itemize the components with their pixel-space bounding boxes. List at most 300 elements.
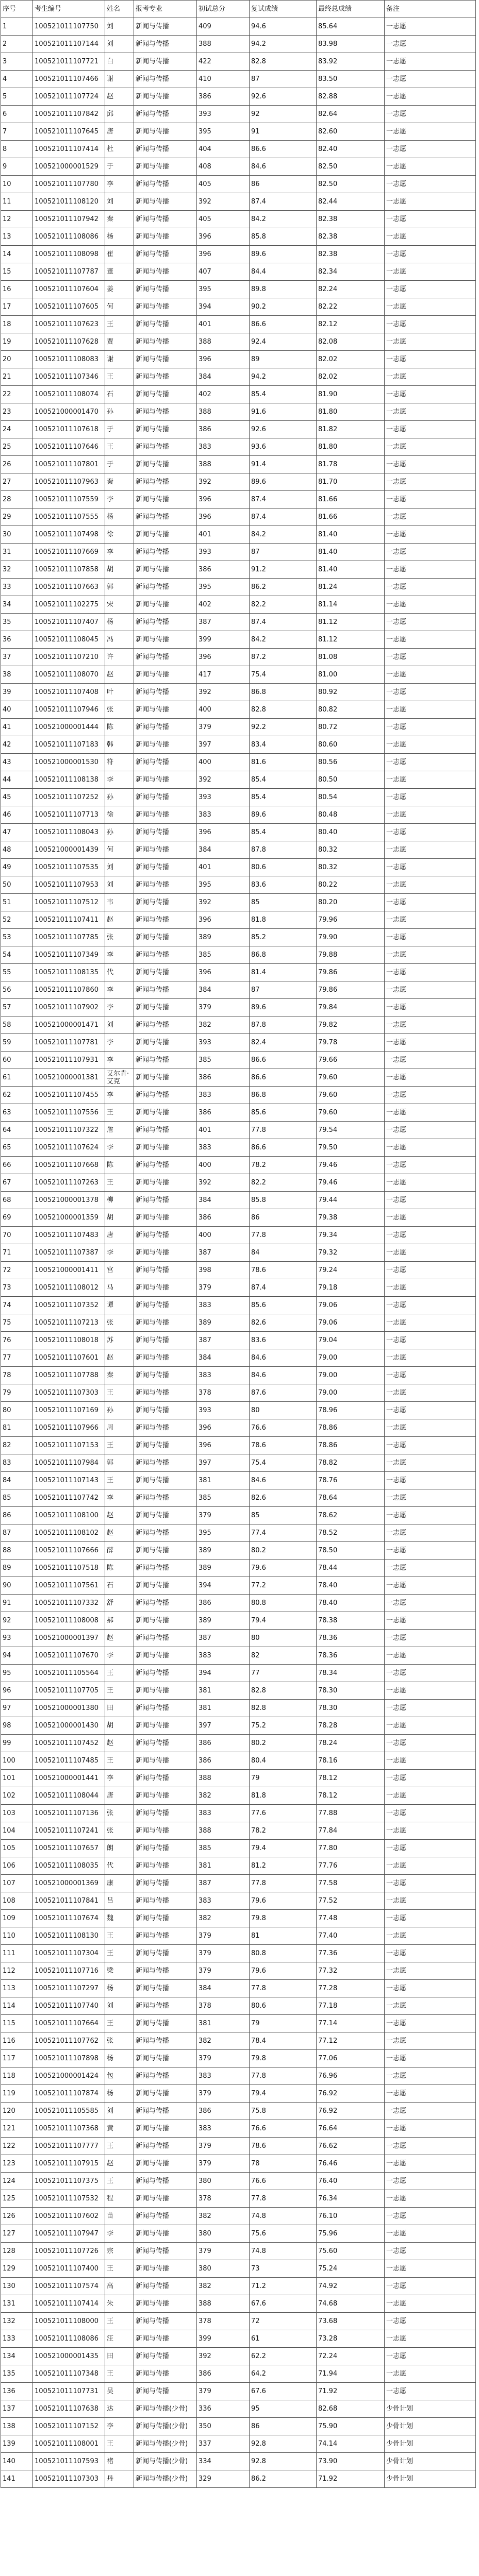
- cell-name: 王: [105, 2435, 134, 2453]
- cell-initial-score: 378: [197, 2190, 250, 2208]
- cell-candidate-id: 100521011107860: [33, 981, 105, 999]
- table-row: [1, 964, 476, 981]
- cell-major: 新闻与传播: [134, 1717, 197, 1735]
- cell-name: 刘: [105, 859, 134, 876]
- cell-seq: 118: [1, 2067, 33, 2085]
- cell-final-score: 82.34: [317, 263, 385, 281]
- cell-major: 新闻与传播: [134, 2383, 197, 2400]
- cell-final-score: 76.92: [317, 2103, 385, 2120]
- cell-note: 一志愿: [385, 1104, 476, 1122]
- cell-major: 新闻与传播: [134, 1980, 197, 1997]
- cell-candidate-id: 100521011107858: [33, 561, 105, 579]
- cell-name: 李: [105, 981, 134, 999]
- cell-note: 一志愿: [385, 1069, 476, 1087]
- cell-final-score: 81.82: [317, 421, 385, 438]
- cell-note: 一志愿: [385, 719, 476, 736]
- cell-retest-score: 77.8: [250, 2067, 317, 2085]
- table-row: [1, 2313, 476, 2330]
- cell-major: 新闻与传播: [134, 1087, 197, 1104]
- cell-seq: 43: [1, 754, 33, 771]
- cell-initial-score: 379: [197, 2243, 250, 2260]
- cell-note: 一志愿: [385, 1052, 476, 1069]
- cell-final-score: 76.34: [317, 2190, 385, 2208]
- cell-retest-score: 81.2: [250, 1857, 317, 1875]
- cell-retest-score: 77.6: [250, 1805, 317, 1822]
- cell-final-score: 79.96: [317, 911, 385, 929]
- cell-name: 柳: [105, 1192, 134, 1209]
- cell-seq: 77: [1, 1349, 33, 1367]
- cell-candidate-id: 100521011107604: [33, 281, 105, 298]
- cell-name: 刘: [105, 1997, 134, 2015]
- cell-candidate-id: 100521011107518: [33, 1560, 105, 1577]
- table-row: [1, 1507, 476, 1524]
- cell-note: 一志愿: [385, 981, 476, 999]
- cell-note: 一志愿: [385, 1437, 476, 1454]
- table-row: [1, 2278, 476, 2295]
- cell-final-score: 81.40: [317, 526, 385, 544]
- cell-major: 新闻与传播: [134, 1227, 197, 1244]
- cell-retest-score: 82: [250, 1647, 317, 1665]
- cell-name: 杨: [105, 1980, 134, 1997]
- cell-name: 王: [105, 1665, 134, 1682]
- cell-note: 一志愿: [385, 1717, 476, 1735]
- cell-retest-score: 80: [250, 1630, 317, 1647]
- cell-initial-score: 400: [197, 754, 250, 771]
- table-row: [1, 368, 476, 386]
- cell-initial-score: 388: [197, 1822, 250, 1840]
- cell-initial-score: 379: [197, 999, 250, 1016]
- table-row: [1, 859, 476, 876]
- cell-final-score: 82.08: [317, 333, 385, 351]
- cell-note: 一志愿: [385, 1962, 476, 1980]
- table-row: [1, 2067, 476, 2085]
- cell-note: 一志愿: [385, 176, 476, 193]
- cell-seq: 19: [1, 333, 33, 351]
- cell-note: 一志愿: [385, 1087, 476, 1104]
- table-row: [1, 1437, 476, 1454]
- cell-candidate-id: 100521011108044: [33, 1787, 105, 1805]
- cell-final-score: 79.66: [317, 1052, 385, 1069]
- cell-final-score: 79.86: [317, 964, 385, 981]
- table-row: [1, 1349, 476, 1367]
- table-row: [1, 2103, 476, 2120]
- cell-note: 一志愿: [385, 911, 476, 929]
- cell-seq: 116: [1, 2032, 33, 2050]
- cell-major: 新闻与传播: [134, 1262, 197, 1279]
- cell-name: 秦: [105, 211, 134, 228]
- table-row: [1, 1700, 476, 1717]
- cell-note: 一志愿: [385, 1367, 476, 1384]
- cell-note: 一志愿: [385, 1157, 476, 1174]
- table-row: [1, 1787, 476, 1805]
- cell-major: 新闻与传播: [134, 333, 197, 351]
- cell-seq: 126: [1, 2208, 33, 2225]
- table-row: [1, 456, 476, 473]
- cell-candidate-id: 100521011108001: [33, 2435, 105, 2453]
- cell-final-score: 79.50: [317, 1139, 385, 1157]
- cell-retest-score: 86.6: [250, 141, 317, 158]
- cell-candidate-id: 100521011107387: [33, 1244, 105, 1262]
- cell-final-score: 78.36: [317, 1647, 385, 1665]
- cell-final-score: 79.34: [317, 1227, 385, 1244]
- cell-name: 杨: [105, 2050, 134, 2067]
- cell-retest-score: 91.4: [250, 456, 317, 473]
- cell-final-score: 80.48: [317, 806, 385, 824]
- cell-major: 新闻与传播: [134, 929, 197, 946]
- cell-final-score: 80.22: [317, 876, 385, 894]
- cell-note: 一志愿: [385, 2243, 476, 2260]
- table-row: [1, 123, 476, 141]
- table-row: [1, 1244, 476, 1262]
- header-note: 备注: [385, 1, 476, 18]
- cell-note: 一志愿: [385, 1857, 476, 1875]
- cell-final-score: 77.88: [317, 1805, 385, 1822]
- cell-seq: 110: [1, 1927, 33, 1945]
- cell-major: 新闻与传播: [134, 2313, 197, 2330]
- cell-note: 一志愿: [385, 1139, 476, 1157]
- cell-name: 田: [105, 2348, 134, 2365]
- cell-retest-score: 77: [250, 1665, 317, 1682]
- cell-final-score: 74.68: [317, 2295, 385, 2313]
- cell-initial-score: 379: [197, 1945, 250, 1962]
- cell-final-score: 79.86: [317, 981, 385, 999]
- table-row: [1, 71, 476, 88]
- cell-major: 新闻与传播: [134, 1069, 197, 1087]
- cell-name: 谢: [105, 71, 134, 88]
- cell-candidate-id: 100521011107485: [33, 1752, 105, 1770]
- cell-initial-score: 385: [197, 946, 250, 964]
- cell-seq: 98: [1, 1717, 33, 1735]
- cell-retest-score: 86.8: [250, 1087, 317, 1104]
- cell-note: 一志愿: [385, 526, 476, 544]
- table-row: [1, 263, 476, 281]
- table-row: [1, 2015, 476, 2032]
- cell-seq: 50: [1, 876, 33, 894]
- cell-seq: 130: [1, 2278, 33, 2295]
- cell-final-score: 79.84: [317, 999, 385, 1016]
- cell-seq: 48: [1, 841, 33, 859]
- table-row: [1, 1875, 476, 1892]
- cell-name: 李: [105, 1244, 134, 1262]
- cell-retest-score: 89.8: [250, 281, 317, 298]
- cell-candidate-id: 100521011107555: [33, 509, 105, 526]
- cell-retest-score: 89.6: [250, 473, 317, 491]
- cell-retest-score: 84.6: [250, 158, 317, 176]
- cell-major: 新闻与传播: [134, 351, 197, 368]
- cell-name: 邱: [105, 106, 134, 123]
- cell-major: 新闻与传播: [134, 141, 197, 158]
- cell-major: 新闻与传播: [134, 36, 197, 53]
- table-row: [1, 1419, 476, 1437]
- cell-note: 一志愿: [385, 1524, 476, 1542]
- cell-major: 新闻与传播: [134, 1997, 197, 2015]
- cell-major: 新闻与传播: [134, 544, 197, 561]
- cell-note: 一志愿: [385, 1945, 476, 1962]
- cell-initial-score: 383: [197, 1139, 250, 1157]
- cell-retest-score: 87.6: [250, 1384, 317, 1402]
- cell-final-score: 80.56: [317, 754, 385, 771]
- table-row: [1, 491, 476, 509]
- cell-seq: 42: [1, 736, 33, 754]
- cell-major: 新闻与传播: [134, 2260, 197, 2278]
- cell-candidate-id: 100521011107241: [33, 1822, 105, 1840]
- cell-note: 少骨计划: [385, 2400, 476, 2418]
- cell-candidate-id: 100521000001378: [33, 1192, 105, 1209]
- cell-major: 新闻与传播: [134, 1419, 197, 1437]
- cell-initial-score: 396: [197, 351, 250, 368]
- table-row: [1, 141, 476, 158]
- cell-note: 一志愿: [385, 1297, 476, 1314]
- cell-name: 张: [105, 1822, 134, 1840]
- cell-initial-score: 393: [197, 544, 250, 561]
- cell-candidate-id: 100521011107953: [33, 876, 105, 894]
- cell-candidate-id: 100521011107152: [33, 2418, 105, 2435]
- cell-note: 一志愿: [385, 561, 476, 579]
- cell-seq: 136: [1, 2383, 33, 2400]
- cell-major: 新闻与传播: [134, 701, 197, 719]
- cell-final-score: 80.20: [317, 894, 385, 911]
- cell-note: 一志愿: [385, 1927, 476, 1945]
- cell-note: 一志愿: [385, 614, 476, 631]
- cell-retest-score: 86.8: [250, 684, 317, 701]
- cell-major: 新闻与传播: [134, 1612, 197, 1630]
- cell-note: 一志愿: [385, 1682, 476, 1700]
- cell-name: 李: [105, 544, 134, 561]
- cell-note: 一志愿: [385, 946, 476, 964]
- cell-retest-score: 94.6: [250, 18, 317, 36]
- cell-final-score: 78.86: [317, 1419, 385, 1437]
- cell-name: 王: [105, 1437, 134, 1454]
- cell-major: 新闻与传播: [134, 2243, 197, 2260]
- cell-final-score: 79.54: [317, 1122, 385, 1139]
- table-row: [1, 2330, 476, 2348]
- cell-initial-score: 387: [197, 1244, 250, 1262]
- table-row: [1, 1997, 476, 2015]
- cell-final-score: 79.60: [317, 1087, 385, 1104]
- cell-major: 新闻与传播: [134, 2120, 197, 2138]
- cell-candidate-id: 100521000001411: [33, 1262, 105, 1279]
- cell-note: 少骨计划: [385, 2453, 476, 2470]
- cell-name: 李: [105, 491, 134, 509]
- cell-note: 一志愿: [385, 2190, 476, 2208]
- cell-major: 新闻与传播: [134, 2032, 197, 2050]
- cell-note: 一志愿: [385, 1647, 476, 1665]
- cell-name: 郭: [105, 1454, 134, 1472]
- cell-final-score: 78.16: [317, 1752, 385, 1770]
- cell-candidate-id: 100521011107561: [33, 1577, 105, 1595]
- cell-name: 宗: [105, 2243, 134, 2260]
- cell-name: 李: [105, 771, 134, 789]
- cell-seq: 32: [1, 561, 33, 579]
- cell-retest-score: 80.2: [250, 1542, 317, 1560]
- cell-major: 新闻与传播: [134, 1595, 197, 1612]
- cell-candidate-id: 100521011105585: [33, 2103, 105, 2120]
- cell-initial-score: 389: [197, 929, 250, 946]
- table-row: [1, 2295, 476, 2313]
- cell-name: 朱: [105, 2295, 134, 2313]
- cell-name: 田: [105, 1700, 134, 1717]
- cell-candidate-id: 100521011108035: [33, 1857, 105, 1875]
- table-row: [1, 526, 476, 544]
- cell-name: 王: [105, 1945, 134, 1962]
- cell-name: 杨: [105, 228, 134, 246]
- cell-initial-score: 392: [197, 193, 250, 211]
- cell-retest-score: 89.6: [250, 246, 317, 263]
- cell-retest-score: 82.6: [250, 1314, 317, 1332]
- cell-final-score: 82.50: [317, 158, 385, 176]
- cell-retest-score: 87.8: [250, 841, 317, 859]
- cell-final-score: 81.12: [317, 631, 385, 649]
- cell-seq: 114: [1, 1997, 33, 2015]
- cell-final-score: 79.32: [317, 1244, 385, 1262]
- table-row: [1, 1735, 476, 1752]
- cell-retest-score: 81.6: [250, 754, 317, 771]
- cell-major: 新闻与传播: [134, 18, 197, 36]
- cell-final-score: 80.50: [317, 771, 385, 789]
- cell-name: 刘: [105, 18, 134, 36]
- cell-major: 新闻与传播: [134, 438, 197, 456]
- cell-final-score: 74.14: [317, 2435, 385, 2453]
- cell-candidate-id: 100521011107297: [33, 1980, 105, 1997]
- cell-initial-score: 381: [197, 1682, 250, 1700]
- cell-final-score: 78.52: [317, 1524, 385, 1542]
- cell-major: 新闻与传播: [134, 1279, 197, 1297]
- cell-candidate-id: 100521011108070: [33, 666, 105, 684]
- table-row: [1, 1472, 476, 1489]
- cell-final-score: 78.38: [317, 1612, 385, 1630]
- cell-candidate-id: 100521011107666: [33, 1542, 105, 1560]
- cell-name: 陈: [105, 1157, 134, 1174]
- cell-initial-score: 383: [197, 2120, 250, 2138]
- cell-retest-score: 91: [250, 123, 317, 141]
- cell-retest-score: 75.4: [250, 666, 317, 684]
- cell-major: 新闻与传播: [134, 281, 197, 298]
- cell-retest-score: 64.2: [250, 2365, 317, 2383]
- table-row: [1, 1489, 476, 1507]
- cell-initial-score: 396: [197, 649, 250, 666]
- cell-initial-score: 383: [197, 1367, 250, 1384]
- cell-seq: 113: [1, 1980, 33, 1997]
- cell-retest-score: 92: [250, 106, 317, 123]
- cell-initial-score: 378: [197, 1997, 250, 2015]
- cell-initial-score: 382: [197, 2032, 250, 2050]
- cell-seq: 135: [1, 2365, 33, 2383]
- cell-initial-score: 392: [197, 894, 250, 911]
- cell-major: 新闻与传播: [134, 298, 197, 316]
- cell-retest-score: 77.8: [250, 1875, 317, 1892]
- cell-note: 一志愿: [385, 894, 476, 911]
- cell-final-score: 81.00: [317, 666, 385, 684]
- cell-seq: 138: [1, 2418, 33, 2435]
- table-row: [1, 719, 476, 736]
- table-row: [1, 929, 476, 946]
- cell-major: 新闻与传播: [134, 894, 197, 911]
- cell-candidate-id: 100521011107664: [33, 2015, 105, 2032]
- cell-candidate-id: 100521011107624: [33, 1139, 105, 1157]
- cell-final-score: 82.50: [317, 176, 385, 193]
- cell-retest-score: 85.8: [250, 1192, 317, 1209]
- cell-retest-score: 75.6: [250, 2225, 317, 2243]
- cell-candidate-id: 100521000001441: [33, 1770, 105, 1787]
- cell-candidate-id: 100521011108000: [33, 2313, 105, 2330]
- cell-final-score: 78.24: [317, 1735, 385, 1752]
- cell-candidate-id: 100521011107742: [33, 1489, 105, 1507]
- cell-final-score: 78.64: [317, 1489, 385, 1507]
- cell-major: 新闻与传播: [134, 1402, 197, 1419]
- cell-seq: 100: [1, 1752, 33, 1770]
- cell-retest-score: 71.2: [250, 2278, 317, 2295]
- cell-seq: 102: [1, 1787, 33, 1805]
- table-row: [1, 841, 476, 859]
- cell-major: 新闻与传播: [134, 1822, 197, 1840]
- cell-final-score: 76.64: [317, 2120, 385, 2138]
- cell-initial-score: 379: [197, 2383, 250, 2400]
- cell-name: 刘: [105, 876, 134, 894]
- cell-major: 新闻与传播: [134, 1910, 197, 1927]
- cell-major: 新闻与传播: [134, 2173, 197, 2190]
- cell-seq: 51: [1, 894, 33, 911]
- cell-initial-score: 384: [197, 841, 250, 859]
- cell-retest-score: 80.4: [250, 1752, 317, 1770]
- cell-candidate-id: 100521011107670: [33, 1647, 105, 1665]
- cell-name: 苗: [105, 2208, 134, 2225]
- cell-initial-score: 408: [197, 158, 250, 176]
- cell-note: 一志愿: [385, 2032, 476, 2050]
- table-row: [1, 1384, 476, 1402]
- cell-retest-score: 82.8: [250, 53, 317, 71]
- cell-note: 一志愿: [385, 509, 476, 526]
- cell-initial-score: 395: [197, 1524, 250, 1542]
- cell-major: 新闻与传播: [134, 386, 197, 403]
- table-row: [1, 1822, 476, 1840]
- cell-name: 徐: [105, 526, 134, 544]
- cell-final-score: 77.58: [317, 1875, 385, 1892]
- cell-seq: 28: [1, 491, 33, 509]
- cell-final-score: 71.94: [317, 2365, 385, 2383]
- cell-note: 一志愿: [385, 1700, 476, 1717]
- cell-candidate-id: 100521011107574: [33, 2278, 105, 2295]
- cell-seq: 97: [1, 1700, 33, 1717]
- cell-seq: 47: [1, 824, 33, 841]
- cell-initial-score: 383: [197, 2067, 250, 2085]
- table-row: [1, 298, 476, 316]
- cell-note: 一志愿: [385, 2103, 476, 2120]
- cell-seq: 87: [1, 1524, 33, 1542]
- cell-initial-score: 387: [197, 614, 250, 631]
- cell-name: 于: [105, 158, 134, 176]
- cell-note: 一志愿: [385, 1314, 476, 1332]
- cell-name: 秦: [105, 1367, 134, 1384]
- cell-seq: 44: [1, 771, 33, 789]
- cell-seq: 23: [1, 403, 33, 421]
- cell-initial-score: 379: [197, 719, 250, 736]
- table-row: [1, 1892, 476, 1910]
- cell-seq: 24: [1, 421, 33, 438]
- table-row: [1, 1052, 476, 1069]
- cell-final-score: 81.24: [317, 579, 385, 596]
- cell-candidate-id: 100521011107618: [33, 421, 105, 438]
- cell-name: 贾: [105, 333, 134, 351]
- cell-seq: 57: [1, 999, 33, 1016]
- cell-name: 王: [105, 2365, 134, 2383]
- cell-final-score: 81.90: [317, 386, 385, 403]
- cell-name: 陈: [105, 1560, 134, 1577]
- cell-note: 少骨计划: [385, 2470, 476, 2488]
- header-retest-score: 复试成绩: [250, 1, 317, 18]
- cell-initial-score: 350: [197, 2418, 250, 2435]
- cell-name: 韦: [105, 894, 134, 911]
- cell-final-score: 79.04: [317, 1332, 385, 1349]
